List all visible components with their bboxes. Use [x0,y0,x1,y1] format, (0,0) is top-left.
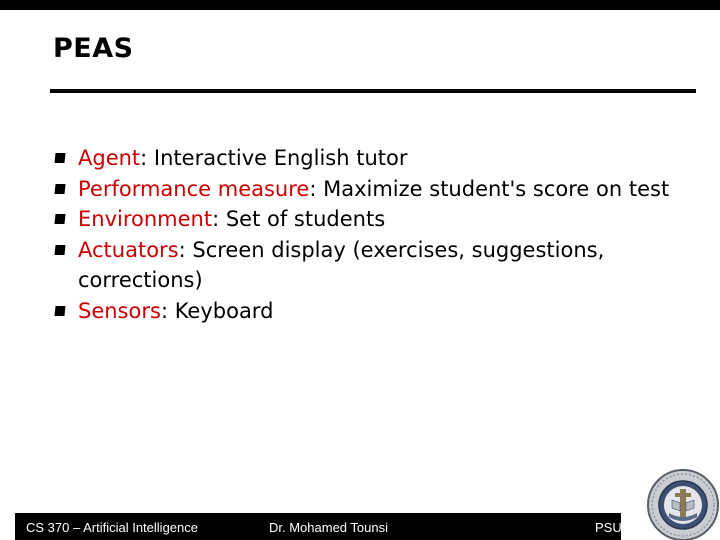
bullet-term: Environment [78,207,213,231]
bullet-text: : Screen display (exercises, suggestions, corrections) [78,237,605,292]
bullet-text: : Interactive English tutor [140,146,408,170]
bullet-list [55,143,685,326]
title-underline [50,89,696,93]
bullet-actuators [55,235,685,296]
top-border-bar [0,0,720,10]
bullet-sensors [55,296,685,327]
square-bullet-icon [54,306,65,316]
bullet-text: : Keyboard [160,298,274,323]
university-seal-icon [645,467,720,540]
bullet-environment [55,204,685,235]
bullet-agent [55,143,685,174]
square-bullet-icon [54,214,65,224]
slide-title: PEAS [53,33,134,64]
bullet-term: Performance measure [78,176,310,201]
footer-course: CS 370 – Artificial Intelligence [26,520,198,535]
bullet-text: : Set of students [212,207,386,231]
bullet-term: Sensors [78,298,161,323]
bullet-term: Actuators [78,237,179,262]
footer-institution: PSU [595,520,622,535]
bullet-term: Agent [78,146,141,170]
square-bullet-icon [54,184,65,194]
square-bullet-icon [54,153,65,163]
footer-bar [15,513,621,540]
bullet-text: : Maximize student's score on test [309,176,670,201]
square-bullet-icon [54,245,65,255]
bullet-performance-measure [55,174,685,205]
footer-author: Dr. Mohamed Tounsi [269,520,388,535]
